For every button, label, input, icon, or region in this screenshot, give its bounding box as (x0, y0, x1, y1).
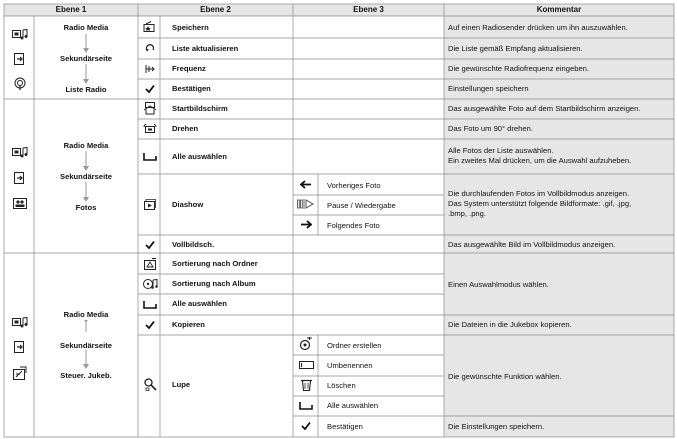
item-frequency[interactable]: Frequenz (172, 64, 206, 73)
album-sort-icon (143, 278, 158, 290)
header-level1: Ebene 1 (55, 5, 87, 14)
sub-pause-play[interactable]: Pause / Wiedergabe (327, 201, 396, 210)
header-comment: Kommentar (536, 5, 582, 14)
pause-play-icon (297, 199, 315, 209)
media-icon (12, 28, 28, 41)
jukebox-icon (13, 366, 27, 380)
radio-list-icon (14, 77, 26, 91)
new-folder-icon (299, 337, 313, 351)
media-icon (12, 146, 28, 159)
checkmark-icon (145, 84, 155, 94)
slideshow-icon (144, 199, 156, 210)
trash-icon (301, 379, 312, 391)
level1-secondary-page: Sekundärseite (60, 341, 112, 350)
sub-next-photo[interactable]: Folgendes Foto (327, 221, 380, 230)
item-sort-folder[interactable]: Sortierung nach Ordner (172, 259, 258, 268)
comment-slideshow-1: Die durchlaufenden Fotos im Vollbildmodus anzeigen. (448, 189, 630, 198)
rename-icon (299, 361, 314, 370)
comment-rotate: Das Foto um 90° drehen. (448, 124, 533, 133)
photo-icon (13, 198, 27, 209)
comment-magnifier: Die gewünschte Funktion wählen. (448, 372, 562, 381)
level-arrows-bottom (80, 320, 92, 380)
comment-save-settings: Die Einstellungen speichern. (448, 422, 545, 431)
level-arrows (80, 32, 92, 332)
level1-secondary-page: Sekundärseite (60, 54, 112, 63)
header-level3: Ebene 3 (353, 5, 384, 14)
comment-selection-mode: Einen Auswahlmodus wählen. (448, 280, 549, 289)
exit-icon (14, 53, 26, 65)
comment-select-all-1: Alle Fotos der Liste auswählen. (448, 146, 554, 155)
checkmark-icon (145, 240, 155, 250)
level1-radio-list: Liste Radio (65, 85, 107, 94)
arrow-left-icon (300, 180, 312, 189)
item-copy[interactable]: Kopieren (172, 320, 205, 329)
item-select-all[interactable]: Alle auswählen (172, 152, 227, 161)
comment-confirm: Einstellungen speichern (448, 84, 529, 93)
radio-star-icon (143, 21, 156, 33)
comment-startscreen: Das ausgewählte Foto auf dem Startbildschirm anzeigen. (448, 104, 641, 113)
sub-previous-photo[interactable]: Vorheriges Foto (327, 181, 381, 190)
item-slideshow[interactable]: Diashow (172, 200, 204, 209)
comment-frequency: Die gewünschte Radiofrequenz eingeben. (448, 64, 590, 73)
comment-copy: Die Dateien in die Jukebox kopieren. (448, 320, 572, 329)
item-fullscreen[interactable]: Vollbildsch. (172, 240, 215, 249)
sub-confirm[interactable]: Bestätigen (327, 422, 363, 431)
level1-radio-media: Radio Media (63, 310, 109, 319)
level1-radio-media: Radio Media (63, 23, 109, 32)
folder-sort-icon (144, 258, 157, 270)
sub-rename[interactable]: Umbenennen (327, 361, 373, 370)
item-rotate[interactable]: Drehen (172, 124, 199, 133)
comment-slideshow-2: Das System unterstützt folgende Bildformate: .gif, .jpg, (448, 199, 632, 208)
item-magnifier[interactable]: Lupe (172, 380, 191, 389)
item-refresh-list[interactable]: Liste aktualisieren (172, 44, 239, 53)
item-startscreen[interactable]: Startbildschirm (172, 104, 228, 113)
level1-photos: Fotos (75, 203, 97, 212)
exit-icon (14, 172, 26, 184)
select-all-icon (143, 300, 157, 309)
item-save[interactable]: Speichern (172, 23, 209, 32)
refresh-icon (145, 43, 155, 53)
exit-icon (14, 341, 26, 353)
select-all-icon (143, 152, 157, 161)
comment-save: Auf einen Radiosender drücken um ihn auszuwählen. (448, 23, 628, 32)
home-photo-icon (143, 102, 157, 115)
item-confirm[interactable]: Bestätigen (172, 84, 211, 93)
level1-jukebox-control: Steuer. Jukeb. (60, 371, 112, 380)
checkmark-icon (145, 320, 155, 330)
arrow-right-icon (300, 220, 312, 229)
item-sort-album[interactable]: Sortierung nach Album (172, 279, 256, 288)
comment-fullscreen: Das ausgewählte Bild im Vollbildmodus anzeigen. (448, 240, 616, 249)
select-all-icon (299, 401, 313, 410)
comment-refresh: Die Liste gemäß Empfang aktualisieren. (448, 44, 583, 53)
header-level2: Ebene 2 (200, 5, 231, 14)
magnifier-icon (144, 378, 157, 391)
comment-slideshow-3: .bmp, .png. (448, 209, 486, 218)
sub-create-folder[interactable]: Ordner erstellen (327, 341, 382, 350)
comment-select-all-2: Ein zweites Mal drücken, um die Auswahl aufzuheben. (448, 156, 632, 165)
level1-secondary-page: Sekundärseite (60, 172, 112, 181)
frequency-icon (144, 63, 156, 75)
rotate-icon (143, 124, 157, 134)
level1-radio-media: Radio Media (63, 141, 109, 150)
media-icon (12, 316, 28, 329)
item-select-all[interactable]: Alle auswählen (172, 299, 227, 308)
sub-select-all[interactable]: Alle auswählen (327, 401, 379, 410)
checkmark-icon (301, 421, 311, 431)
sub-delete[interactable]: Löschen (327, 381, 356, 390)
